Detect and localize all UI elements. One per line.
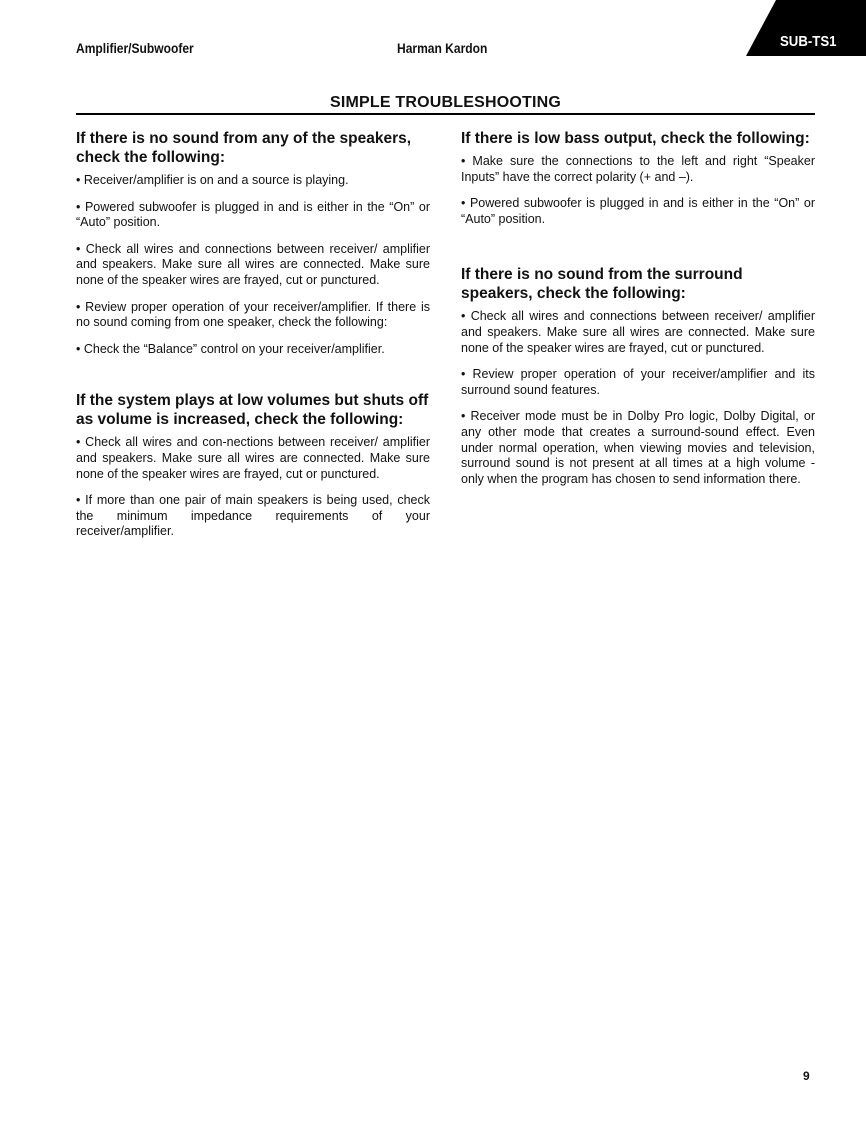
section-spacer bbox=[76, 368, 430, 391]
right-column bbox=[461, 129, 815, 498]
page-number: 9 bbox=[803, 1069, 810, 1083]
list-item: • Receiver mode must be in Dolby Pro logic, Dolby Digital, or any other mode that creates a surround-sound effect. Even under normal operation, when viewing movies and television, surround sound is not present at all times at a high volume - only when the program has chosen to send information there. bbox=[461, 409, 815, 486]
list-item: • Powered subwoofer is plugged in and is either in the “On” or “Auto” position. bbox=[461, 196, 815, 226]
section-spacer bbox=[461, 238, 815, 265]
list-item: • Check all wires and connections between receiver/ amplifier and speakers. Make sure all wires are connected. Make sure none of the speaker wires are frayed, cut or punctured. bbox=[76, 241, 430, 287]
section-heading-low-bass: If there is low bass output, check the following: bbox=[461, 130, 810, 147]
list-item: • Check all wires and con-nections between receiver/ amplifier and speakers. Make sure all wires are connected. Make sure none of the speaker wires are frayed, cut or punctured. bbox=[76, 435, 430, 481]
list-item: • Powered subwoofer is plugged in and is either in the “On” or “Auto” position. bbox=[76, 199, 430, 230]
list-item: • Receiver/amplifier is on and a source is playing. bbox=[76, 173, 349, 187]
section-heading-low-volume-shutoff: If the system plays at low volumes but shuts off as volume is increased, check the following: bbox=[76, 392, 429, 429]
list-item: • Make sure the connections to the left and right “Speaker Inputs” have the correct polarity (+ and –). bbox=[461, 154, 815, 184]
section-heading-no-surround: If there is no sound from the surround speakers, check the following: bbox=[461, 266, 743, 303]
header-section-label: Amplifier/Subwoofer bbox=[76, 40, 194, 56]
section-heading-no-sound: If there is no sound from any of the speakers, check the following: bbox=[76, 130, 412, 166]
list-item: • Review proper operation of your receiver/amplifier. If there is no sound coming from one speaker, check the following: bbox=[76, 299, 430, 330]
left-column bbox=[76, 129, 430, 551]
list-item: • Check all wires and connections between receiver/ amplifier and speakers. Make sure all wires are connected. Make sure none of the speaker wires are frayed, cut or punctured. bbox=[461, 309, 815, 355]
list-item: • If more than one pair of main speakers is being used, check the minimum impedance requirements of your receiver/amplifier. bbox=[76, 493, 430, 539]
title-rule bbox=[76, 113, 815, 115]
page-title: SIMPLE TROUBLESHOOTING bbox=[329, 94, 562, 111]
list-item: • Check the “Balance” control on your receiver/amplifier. bbox=[76, 341, 385, 356]
list-item: • Review proper operation of your receiver/amplifier and its surround sound features. bbox=[461, 367, 815, 397]
model-tab-label: SUB-TS1 bbox=[780, 33, 837, 50]
header-brand: Harman Kardon bbox=[397, 40, 488, 56]
